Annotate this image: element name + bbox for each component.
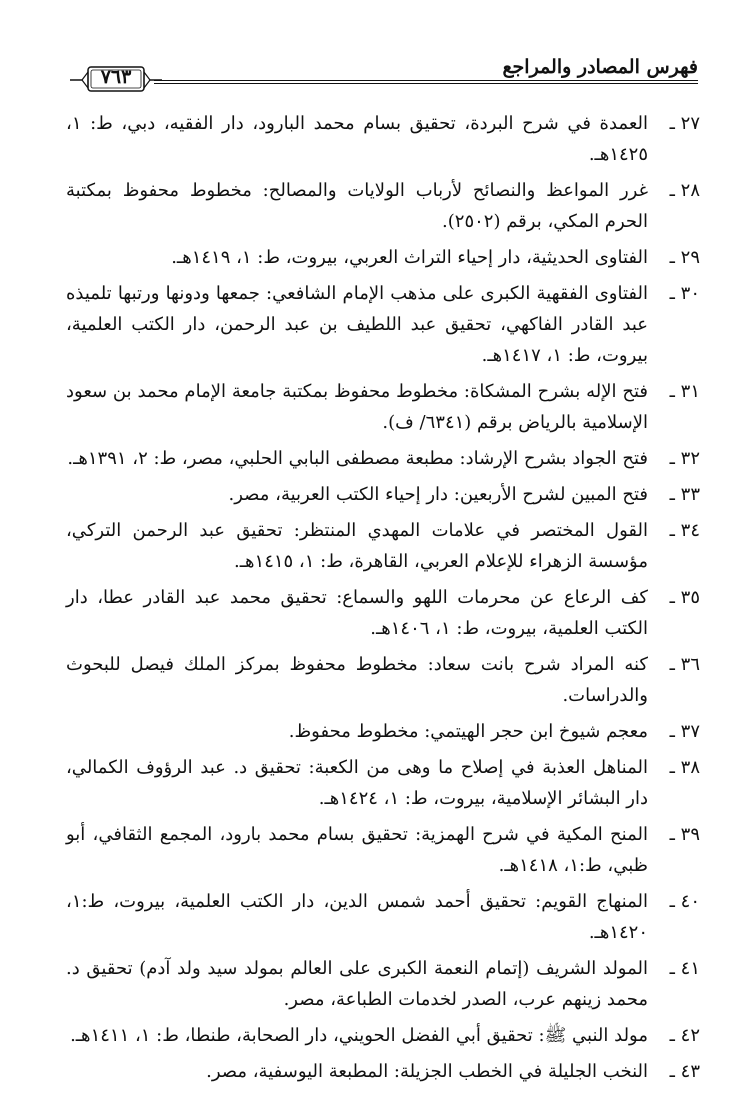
reference-entry [66,175,700,237]
entry-text: المنح المكية في شرح الهمزية: تحقيق بسام محمد بارود، المجمع الثقافي، أبو ظبي، ط:١، ١٤١٨هـ. [66,824,648,876]
reference-entry [66,649,700,711]
reference-entry [66,886,700,948]
entry-text: العمدة في شرح البردة، تحقيق بسام محمد البارود، دار الفقيه، دبي، ط: ١، ١٤٢٥هـ. [66,113,648,165]
entry-number: ٢٩ ـ [669,247,700,268]
entry-number: ٤٠ ـ [669,891,700,912]
entry-text: القول المختصر في علامات المهدي المنتظر: تحقيق عبد الرحمن التركي، مؤسسة الزهراء للإعلام العربي، القاهرة، ط: ١، ١٤١٥هـ. [66,520,648,572]
entry-text: المناهل العذبة في إصلاح ما وهى من الكعبة: تحقيق د. عبد الرؤوف الكمالي، دار البشائر الإسلامية، بيروت، ط: ١، ١٤٢٤هـ. [66,757,648,809]
entry-number: ٤٢ ـ [669,1025,700,1046]
entry-number: ٣٦ ـ [669,654,700,675]
entry-text: الفتاوى الحديثية، دار إحياء التراث العربي، بيروت، ط: ١، ١٤١٩هـ. [171,247,648,268]
reference-entry [66,443,700,474]
reference-entry [66,242,700,273]
header-rule [154,80,698,84]
reference-entry [66,953,700,1015]
entry-number: ٢٨ ـ [669,180,700,201]
entry-text: فتح الجواد بشرح الإرشاد: مطبعة مصطفى البابي الحلبي، مصر، ط: ٢، ١٣٩١هـ. [67,448,648,469]
entry-number: ٣٥ ـ [669,587,700,608]
entry-text: المنهاج القويم: تحقيق أحمد شمس الدين، دار الكتب العلمية، بيروت، ط:١، ١٤٢٠هـ. [66,891,648,943]
entry-number: ٣٧ ـ [669,721,700,742]
entry-text: النخب الجليلة في الخطب الجزيلة: المطبعة اليوسفية، مصر. [206,1061,648,1082]
reference-entry [66,515,700,577]
entry-number: ٢٧ ـ [669,113,700,134]
page-number: ٧٦٣ [100,66,132,88]
reference-entry [66,752,700,814]
reference-entry [66,376,700,438]
entry-text: كنه المراد شرح بانت سعاد: مخطوط محفوظ بمركز الملك فيصل للبحوث والدراسات. [66,654,648,706]
entry-text: المولد الشريف (إتمام النعمة الكبرى على العالم بمولد سيد ولد آدم) تحقيق د. محمد زينهم عرب، الصدر لخدمات الطباعة، مصر. [66,958,648,1010]
reference-entry [66,819,700,881]
reference-entry [66,479,700,510]
reference-entry [66,278,700,371]
entry-text: الفتاوى الفقهية الكبرى على مذهب الإمام الشافعي: جمعها ودونها ورتبها تلميذه عبد القادر الفاكهي، تحقيق عبد اللطيف بن عبد الرحمن، دار الكتب العلمية، بيروت، ط: ١، ١٤١٧هـ. [66,283,648,366]
entry-number: ٣٢ ـ [669,448,700,469]
reference-entry [66,1020,700,1051]
entry-text: مولد النبي ﷺ: تحقيق أبي الفضل الحويني، دار الصحابة، طنطا، ط: ١، ١٤١١هـ. [70,1025,648,1046]
entry-text: فتح الإله بشرح المشكاة: مخطوط محفوظ بمكتبة جامعة الإمام محمد بن سعود الإسلامية بالرياض برقم (٦٣٤١/ ف). [66,381,648,433]
page-number-badge [70,62,162,92]
reference-entry [66,1056,700,1087]
entry-number: ٣٣ ـ [669,484,700,505]
entry-number: ٣٩ ـ [669,824,700,845]
header-title: فهرس المصادر والمراجع [502,56,698,78]
entry-number: ٣١ ـ [669,381,700,402]
entry-number: ٣٤ ـ [669,520,700,541]
entry-text: غرر المواعظ والنصائح لأرباب الولايات والمصالح: مخطوط محفوظ بمكتبة الحرم المكي، برقم (٢٥٠٢). [66,180,648,232]
entry-number: ٤١ ـ [669,958,700,979]
entry-number: ٣٠ ـ [669,283,700,304]
entry-text: كف الرعاع عن محرمات اللهو والسماع: تحقيق محمد عبد القادر عطا، دار الكتب العلمية، بيروت، ط: ١، ١٤٠٦هـ. [66,587,648,639]
entry-number: ٤٣ ـ [669,1061,700,1082]
entry-text: فتح المبين لشرح الأربعين: دار إحياء الكتب العربية، مصر. [228,484,648,505]
entry-number: ٣٨ ـ [669,757,700,778]
reference-entry [66,582,700,644]
page-header [66,52,698,92]
references-list [66,108,700,1092]
reference-entry [66,716,700,747]
reference-entry [66,108,700,170]
entry-text: معجم شيوخ ابن حجر الهيتمي: مخطوط محفوظ. [288,721,648,742]
